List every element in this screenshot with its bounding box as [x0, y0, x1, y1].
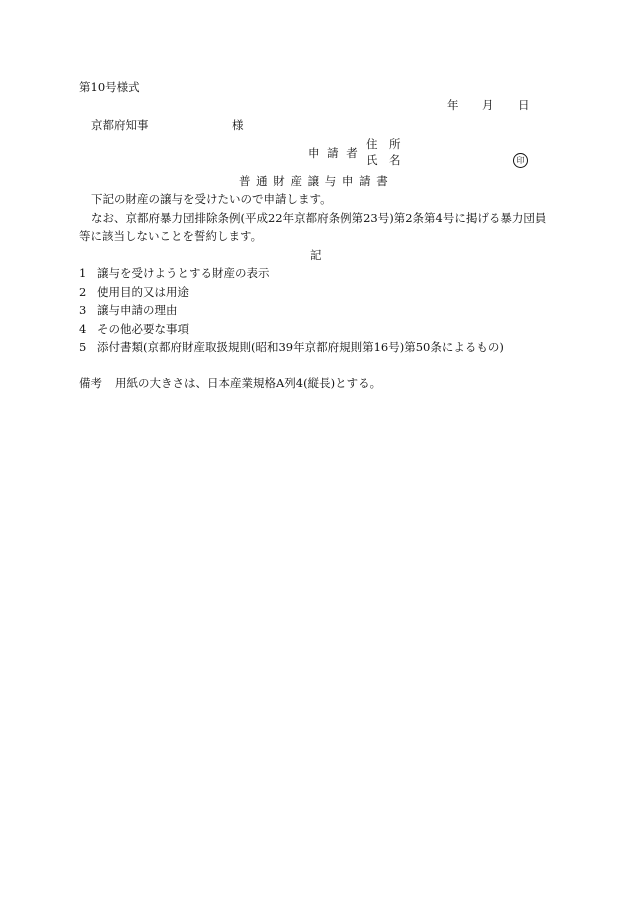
body-line-1: 下記の財産の譲与を受けたいので申請します。: [91, 192, 332, 206]
list-item-text-2: 使用目的又は用途: [97, 285, 189, 299]
list-item-text-5: 添付書類(京都府財産取扱規則(昭和39年京都府規則第16号)第50条によるもの): [97, 340, 504, 354]
list-item-text-4: その他必要な事項: [97, 322, 189, 336]
addressee-name: 京都府知事: [91, 118, 149, 132]
ki-heading: 記: [310, 248, 322, 262]
list-item-number-2: 2: [79, 285, 87, 299]
date-year-label: 年: [447, 98, 459, 112]
list-item-text-3: 譲与申請の理由: [97, 303, 178, 317]
applicant-address-label: 住 所: [366, 137, 401, 151]
list-item-text-1: 譲与を受けようとする財産の表示: [97, 266, 270, 280]
applicant-seal-mark: [513, 153, 528, 168]
date-day-label: 日: [518, 98, 530, 112]
list-item-number-5: 5: [79, 340, 87, 354]
body-line-2: なお、京都府暴力団排除条例(平成22年京都府条例第23号)第2条第4号に掲げる暴力団員: [91, 211, 547, 225]
list-item-number-1: 1: [79, 266, 87, 280]
note-text: 用紙の大きさは、日本産業規格A列4(縦長)とする。: [115, 376, 382, 390]
form-number: 第10号様式: [79, 80, 140, 94]
document-title: 普 通 財 産 譲 与 申 請 書: [239, 174, 389, 188]
note-label: 備考: [79, 376, 102, 390]
list-item-number-3: 3: [79, 303, 87, 317]
body-line-3: 等に該当しないことを誓約します。: [79, 229, 263, 243]
addressee-honorific: 様: [232, 118, 244, 132]
date-month-label: 月: [482, 98, 494, 112]
seal-icon: 印: [513, 153, 528, 168]
applicant-name-label: 氏 名: [366, 153, 401, 167]
applicant-label: 申 請 者: [308, 146, 360, 160]
list-item-number-4: 4: [79, 322, 87, 336]
